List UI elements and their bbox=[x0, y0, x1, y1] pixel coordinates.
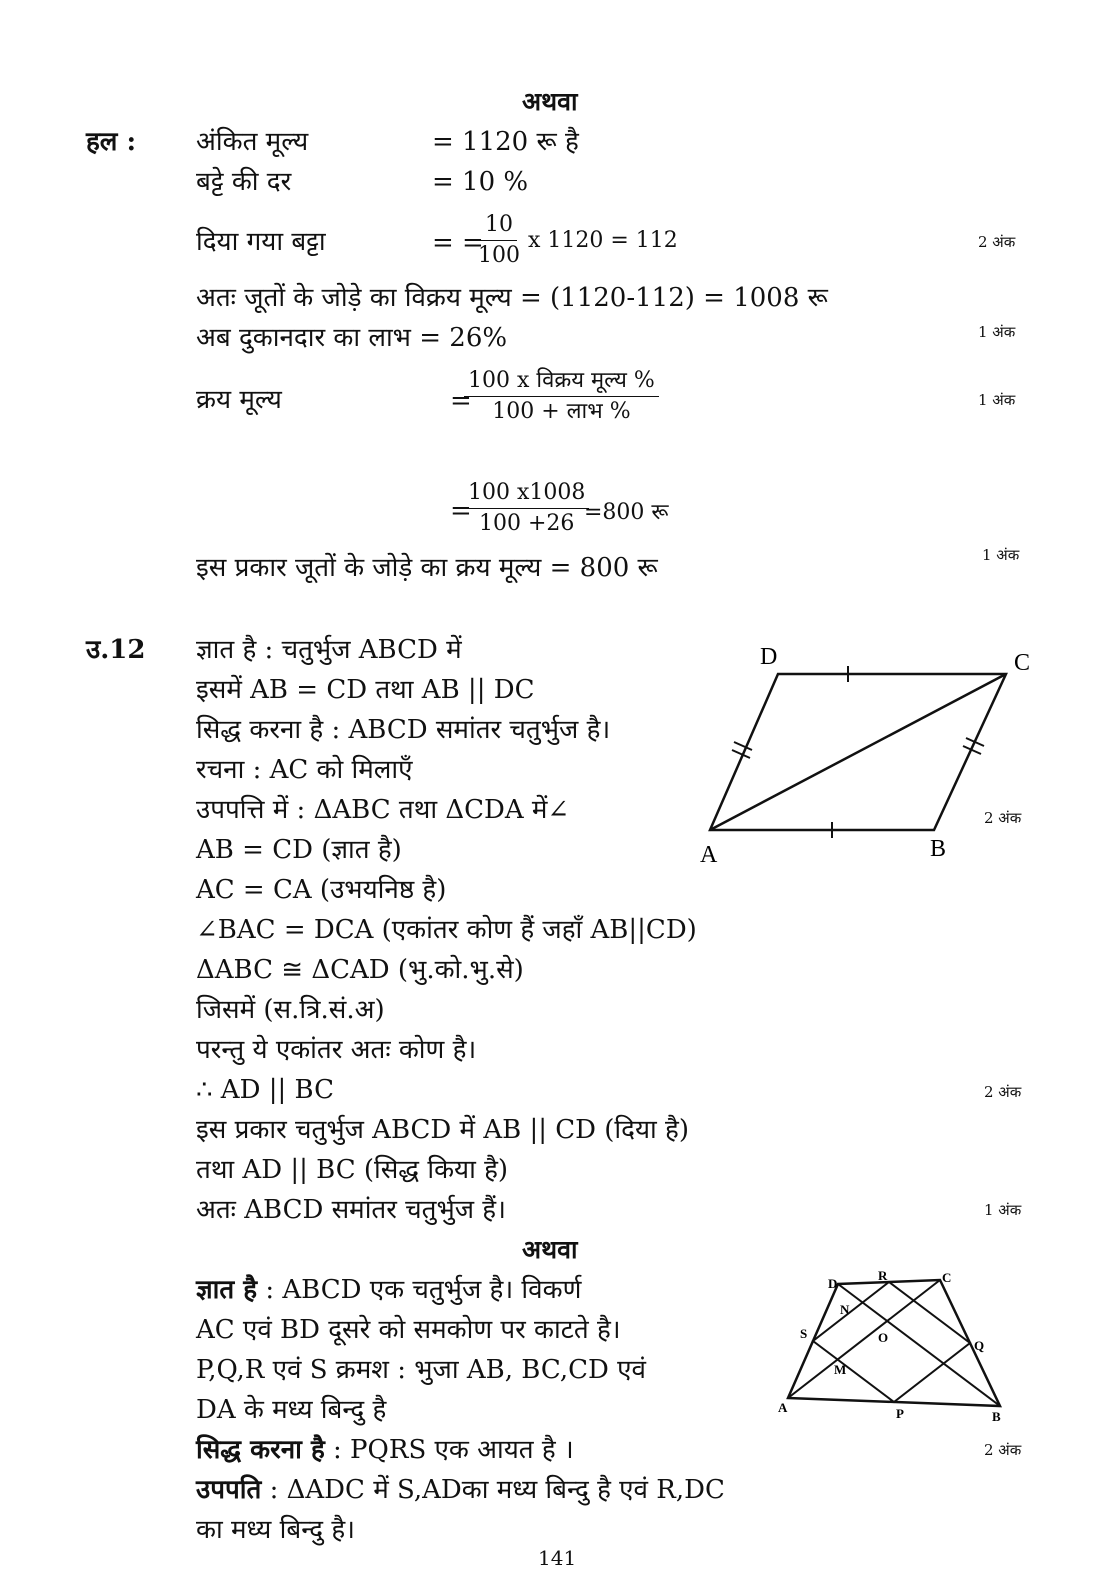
proof-label: उपपति bbox=[196, 1475, 262, 1505]
discount-eq-sign: = = bbox=[432, 228, 484, 258]
proof-line: इस प्रकार चतुर्भुज ABCD में AB || CD (दिया है) bbox=[196, 1115, 689, 1145]
cost-calc-fraction bbox=[464, 480, 589, 537]
fraction-numerator: 10 bbox=[481, 212, 517, 241]
marks-label: 1 अंक bbox=[982, 546, 1020, 564]
diagonal-ac bbox=[710, 674, 1006, 830]
quadrilateral-abcd bbox=[788, 1280, 1000, 1406]
proof-line: AB = CD (ज्ञात है) bbox=[196, 835, 402, 865]
fraction-denominator: 100 +26 bbox=[478, 511, 575, 536]
vertex-label-d: D bbox=[828, 1276, 838, 1291]
profit-line: अब दुकानदार का लाभ = 26% bbox=[196, 323, 508, 353]
midpoint-label-s: S bbox=[800, 1326, 808, 1341]
cost-calc-eq-sign: = bbox=[450, 496, 472, 526]
proof-line bbox=[196, 1474, 725, 1506]
discount-result: x 1120 = 112 bbox=[528, 228, 678, 253]
to-prove-label: सिद्ध करना है bbox=[196, 1435, 325, 1465]
fraction-numerator: 100 x1008 bbox=[464, 480, 589, 509]
discount-rate-label: बट्टे की दर bbox=[196, 167, 292, 197]
vertex-label-c: C bbox=[1014, 650, 1031, 676]
proof-line: इसमें AB = CD तथा AB || DC bbox=[196, 675, 535, 705]
midpoint-label-p: P bbox=[896, 1406, 904, 1421]
vertex-label-a: A bbox=[778, 1400, 788, 1415]
cost-price-label: क्रय मूल्य bbox=[196, 385, 282, 415]
marks-label: 2 अंक bbox=[984, 809, 1022, 827]
given-line bbox=[196, 1274, 581, 1306]
proof-line: रचना : AC को मिलाएँ bbox=[196, 755, 413, 785]
tick-mark bbox=[734, 742, 752, 750]
proof-line: सिद्ध करना है : ABCD समांतर चतुर्भुज है। bbox=[196, 715, 611, 745]
point-label-o: O bbox=[878, 1330, 889, 1345]
fraction-denominator: 100 bbox=[478, 243, 520, 268]
marks-label: 2 अंक bbox=[984, 1441, 1022, 1459]
page-number: 141 bbox=[538, 1546, 577, 1570]
point-label-m: M bbox=[834, 1362, 847, 1377]
vertex-label-b: B bbox=[930, 836, 947, 862]
solution-label: हल : bbox=[86, 127, 137, 157]
or-heading: अथवा bbox=[522, 87, 578, 116]
cost-calc-result: =800 रू bbox=[584, 500, 669, 525]
proof-line: ∴ AD || BC bbox=[196, 1075, 334, 1105]
proof-line: जिसमें (स.त्रि.सं.अ) bbox=[196, 995, 385, 1025]
proof-line: परन्तु ये एकांतर अतः कोण है। bbox=[196, 1035, 477, 1065]
to-prove-line bbox=[196, 1434, 574, 1466]
parallelogram-diagram bbox=[690, 640, 1050, 870]
midpoint-quadrilateral-diagram bbox=[770, 1264, 1020, 1429]
marks-label: 1 अंक bbox=[984, 1201, 1022, 1219]
marks-label: 2 अंक bbox=[984, 1083, 1022, 1101]
proof-line: ∠BAC = DCA (एकांतर कोण हैं जहाँ AB||CD) bbox=[196, 915, 697, 945]
proof-line: उपपत्ति में : ΔABC तथा ΔCDA में∠ bbox=[196, 795, 570, 825]
proof-line: ज्ञात है : चतुर्भुज ABCD में bbox=[196, 635, 462, 665]
marked-price-label: अंकित मूल्य bbox=[196, 127, 309, 157]
given-line-3: P,Q,R एवं S क्रमश : भुजा AB, BC,CD एवं bbox=[196, 1355, 646, 1385]
proof-text: : ΔADC में S,ADका मध्य बिन्दु है एवं R,DC bbox=[269, 1475, 725, 1505]
or-heading: अथवा bbox=[522, 1235, 578, 1264]
given-line-4: DA के मध्य बिन्दु है bbox=[196, 1395, 387, 1425]
selling-price-line: अतः जूतों के जोड़े का विक्रय मूल्य = (1120-112) = 1008 रू bbox=[196, 283, 828, 313]
point-label-n: N bbox=[840, 1302, 850, 1317]
proof-line: तथा AD || BC (सिद्ध किया है) bbox=[196, 1155, 509, 1185]
vertex-label-d: D bbox=[760, 644, 778, 670]
proof-line: AC = CA (उभयनिष्ठ है) bbox=[196, 875, 447, 905]
midpoint-label-r: R bbox=[878, 1268, 888, 1283]
quadrilateral-pqrs bbox=[813, 1282, 970, 1402]
marks-label: 1 अंक bbox=[978, 323, 1016, 341]
given-label: ज्ञात है bbox=[196, 1275, 258, 1305]
proof-line-2: का मध्य बिन्दु है। bbox=[196, 1515, 355, 1545]
proof-line: ΔABC ≅ ΔCAD (भु.को.भु.से) bbox=[196, 955, 524, 985]
marks-label: 2 अंक bbox=[978, 233, 1016, 251]
fraction-numerator: 100 x विक्रय मूल्य % bbox=[464, 368, 659, 397]
cost-formula-fraction bbox=[464, 368, 659, 425]
vertex-label-b: B bbox=[992, 1409, 1001, 1424]
given-line-2: AC एवं BD दूसरे को समकोण पर काटते है। bbox=[196, 1315, 621, 1345]
proof-line: अतः ABCD समांतर चतुर्भुज हैं। bbox=[196, 1195, 506, 1225]
answer-12-label: उ.12 bbox=[86, 635, 146, 665]
marked-price-value: = 1120 रू है bbox=[432, 127, 579, 157]
vertex-label-c: C bbox=[942, 1270, 952, 1285]
given-text: : ABCD एक चतुर्भुज है। विकर्ण bbox=[265, 1275, 582, 1305]
marks-label: 1 अंक bbox=[978, 391, 1016, 409]
fraction-denominator: 100 + लाभ % bbox=[492, 399, 631, 424]
final-cost-line: इस प्रकार जूतों के जोड़े का क्रय मूल्य = 800 रू bbox=[196, 553, 658, 583]
discount-fraction bbox=[478, 212, 520, 269]
vertex-label-a: A bbox=[700, 842, 718, 868]
cost-eq-sign: = bbox=[450, 386, 472, 416]
discount-rate-value: = 10 % bbox=[432, 167, 529, 197]
discount-given-label: दिया गया बट्टा bbox=[196, 227, 326, 257]
to-prove-text: : PQRS एक आयत है । bbox=[333, 1435, 574, 1465]
midpoint-label-q: Q bbox=[974, 1338, 985, 1353]
